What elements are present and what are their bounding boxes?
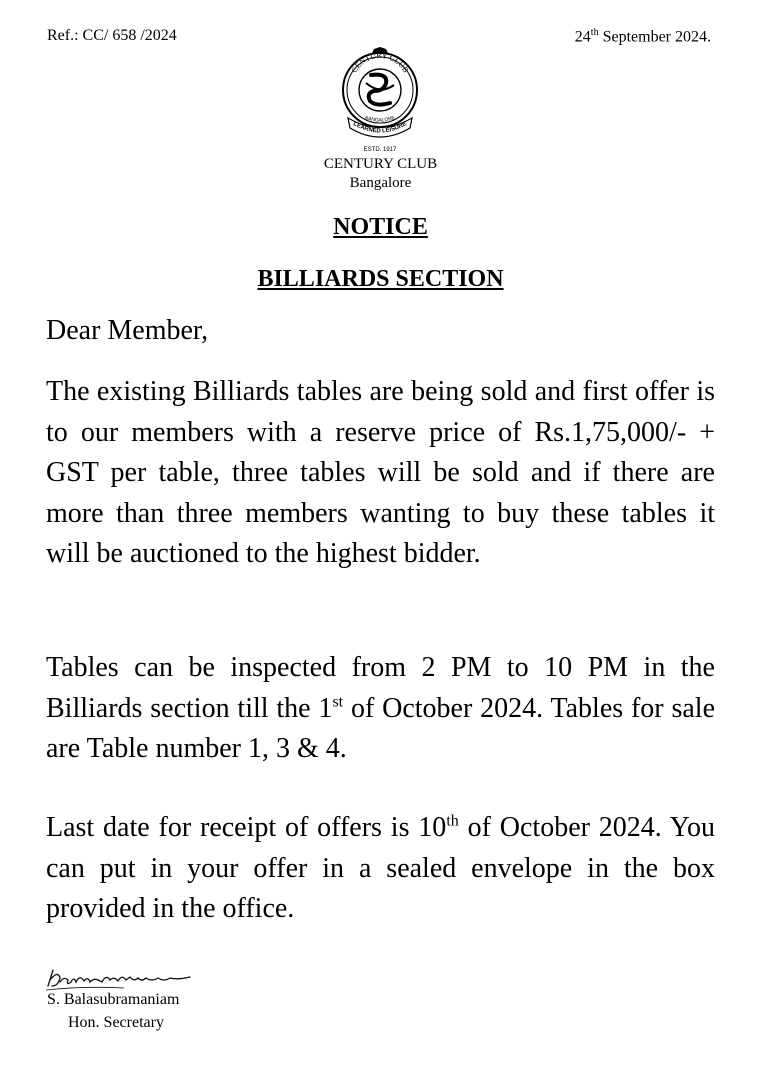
paragraph-sale-offer: The existing Billiards tables are being sold and first offer is to our members with a reserve price of Rs.1,75,000/- + GST per table, three tables will be sold and if there are more than three members wanting to buy these tables it will be auctioned to the highest bidder. [46, 376, 715, 569]
ordinal-suffix: st [332, 693, 344, 711]
letter-date [575, 27, 711, 46]
paragraph-last-date [46, 808, 715, 930]
signer-name: S. Balasubramaniam [47, 991, 180, 1008]
date-ordinal: th [590, 27, 599, 38]
emblem-motto-text: LEARNED LEISURE [352, 120, 408, 135]
paragraph-inspection [46, 648, 715, 770]
notice-title: NOTICE [333, 214, 428, 240]
club-emblem-logo [340, 45, 420, 157]
emblem-ring-text: CENTURY CLUB [349, 50, 411, 75]
paragraph-last-date-text-end: of October 2024. You can put in your offer in a sealed envelope in the box provided in the office. [46, 812, 715, 924]
club-name: CENTURY CLUB [323, 156, 438, 172]
paragraph-last-date-text: Last date for receipt of offers is 10 [46, 812, 447, 843]
salutation: Dear Member, [46, 315, 209, 346]
club-city: Bangalore [349, 175, 412, 191]
paragraph-inspection-text: Tables can be inspected from 2 PM to 10 PM in the Billiards section till the 1 [46, 652, 715, 724]
signer-title: Hon. Secretary [68, 1014, 164, 1031]
emblem-ribbon-text: BANGALORE [364, 115, 396, 124]
reference-number: Ref.: CC/ 658 /2024 [47, 27, 177, 44]
date-month-year: September 2024. [598, 28, 711, 46]
ordinal-suffix: th [446, 812, 459, 830]
emblem-established-text: ESTD. 1917 [363, 147, 397, 153]
handwritten-signature [44, 964, 194, 992]
notice-subtitle: BILLIARDS SECTION [257, 266, 504, 292]
date-day: 24 [574, 28, 591, 46]
emblem-monogram-swash [366, 83, 394, 90]
paragraph-inspection-text-end: of October 2024. Tables for sale are Table number 1, 3 & 4. [46, 692, 716, 764]
